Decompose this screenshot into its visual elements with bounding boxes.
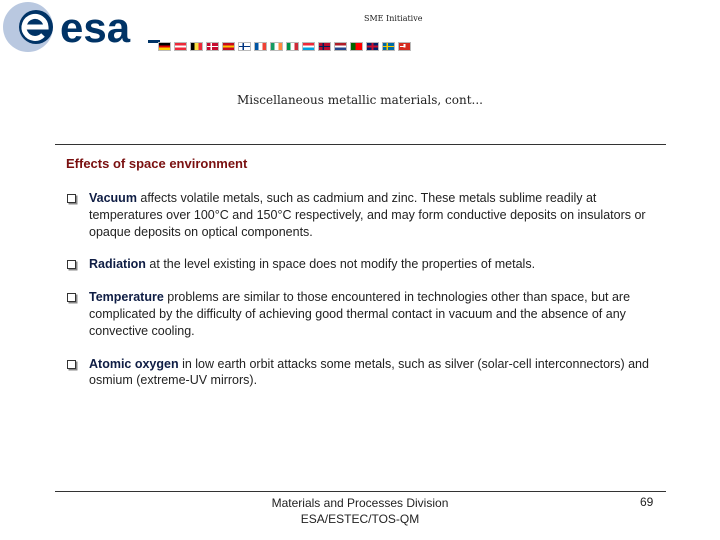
checkbox-bullet-icon (67, 293, 76, 302)
flag-spain-icon (222, 42, 235, 51)
checkbox-bullet-icon (67, 360, 76, 369)
page-number: 69 (640, 495, 654, 509)
flag-france-icon (254, 42, 267, 51)
flag-luxembourg-icon (302, 42, 315, 51)
top-divider (55, 144, 666, 145)
bullet-term: Atomic oxygen (89, 356, 179, 371)
list-item (66, 256, 656, 273)
flag-netherlands-icon (334, 42, 347, 51)
flag-ireland-icon (270, 42, 283, 51)
flag-belgium-icon (190, 42, 203, 51)
list-item (66, 356, 656, 390)
flag-austria-icon (174, 42, 187, 51)
list-item (66, 190, 656, 240)
footer-division: Materials and Processes Division (271, 496, 449, 510)
flag-denmark-icon (206, 42, 219, 51)
bullet-text: in low earth orbit attacks some metals, such as silver (solar-cell interconnectors) and osmium (extreme-UV mirrors). (89, 356, 649, 388)
bullet-text: affects volatile metals, such as cadmium and zinc. These metals sublime readily at temperatures over 100°C and 150°C respectively, and may form conductive deposits on insulators or opaque deposits on optical components. (89, 191, 646, 239)
bullet-term: Temperature (89, 290, 164, 305)
list-item (66, 289, 656, 339)
footer (0, 495, 720, 527)
bullet-term: Vacuum (89, 191, 137, 205)
flag-italy-icon (286, 42, 299, 51)
flag-united-kingdom-icon (366, 42, 379, 51)
bottom-divider (55, 491, 666, 492)
checkbox-bullet-icon (67, 194, 76, 203)
footer-department: ESA/ESTEC/TOS-QM (300, 512, 420, 526)
flag-portugal-icon (350, 42, 363, 51)
logo-text: esa (60, 4, 131, 51)
flag-switzerland-icon (398, 42, 411, 51)
section-heading: Effects of space environment (66, 156, 248, 171)
flag-finland-icon (238, 42, 251, 51)
initiative-label: SME Initiative (364, 14, 423, 23)
member-state-flags (158, 42, 411, 51)
checkbox-bullet-icon (67, 260, 76, 269)
bullet-text: at the level existing in space does not modify the properties of metals. (145, 257, 536, 272)
flag-sweden-icon (382, 42, 395, 51)
flag-germany-icon (158, 42, 171, 51)
flag-norway-icon (318, 42, 331, 51)
bullet-text: problems are similar to those encountered in technologies other than space, but are complicated by the difficulty of achieving good thermal contact in vacuum and the absence of any convective cooling. (89, 290, 631, 338)
bullet-list (66, 190, 656, 405)
esa-logo (0, 0, 160, 56)
bullet-term: Radiation (89, 257, 146, 272)
slide-title: Miscellaneous metallic materials, cont... (237, 93, 483, 107)
